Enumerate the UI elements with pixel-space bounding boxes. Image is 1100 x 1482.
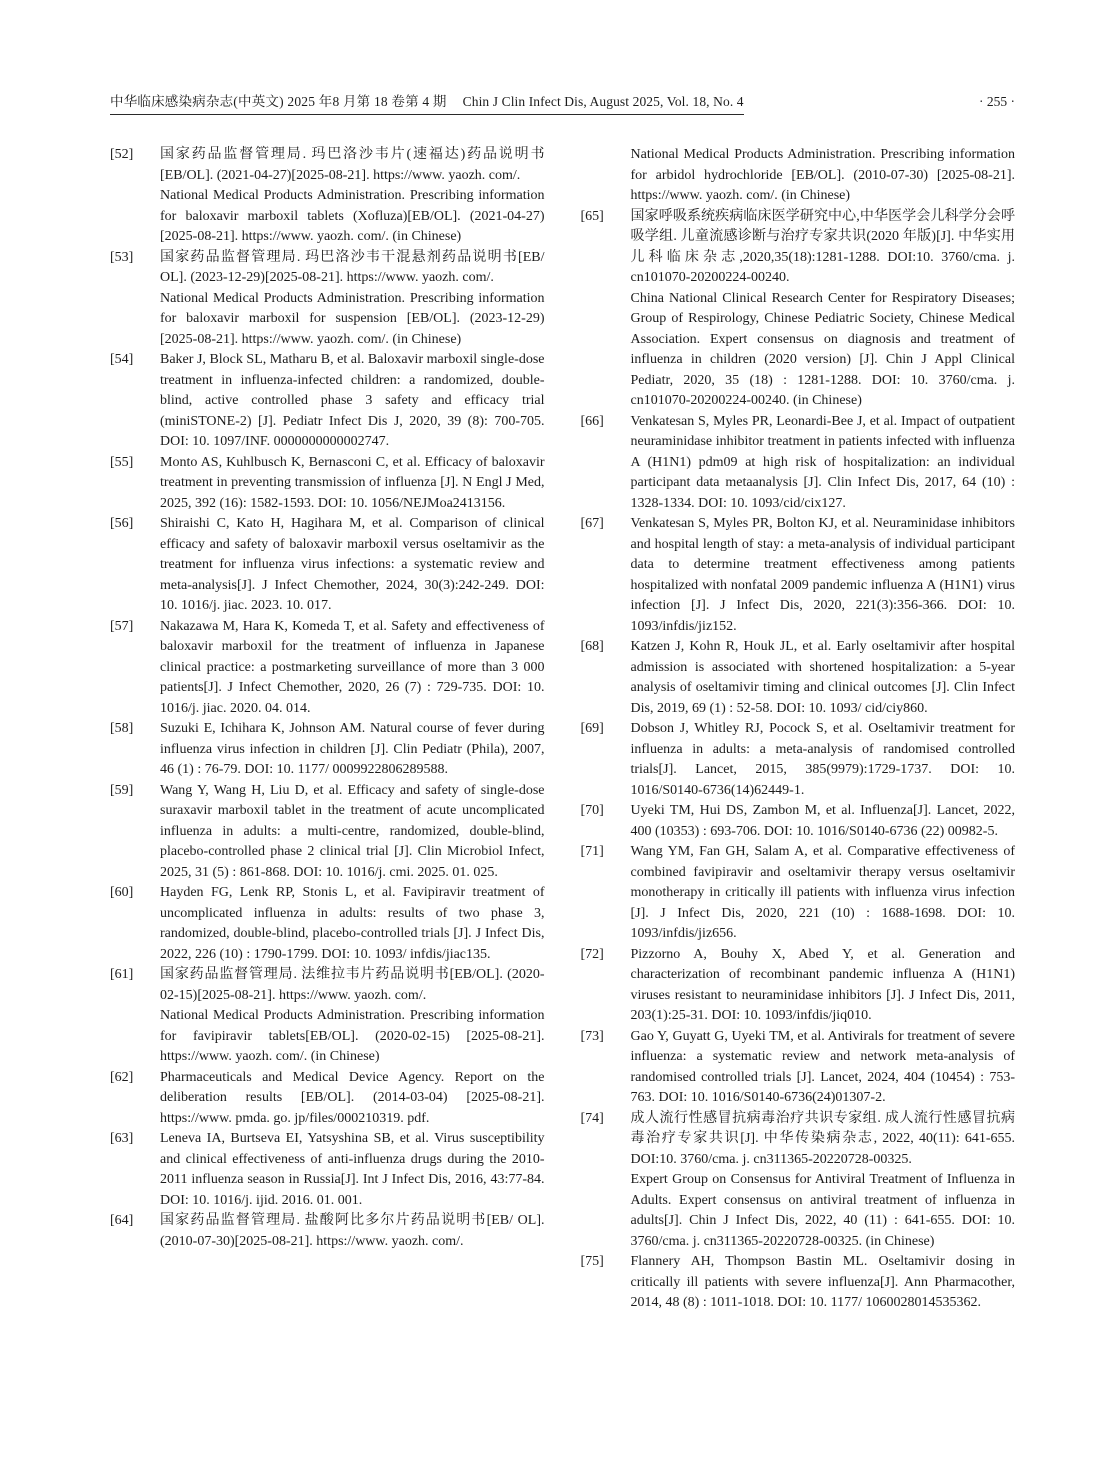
reference-paragraph: Leneva IA, Burtseva EI, Yatsyshina SB, et al. Virus susceptibility and clinical effectiveness of anti-influenza drugs during the 2010-2011 influenza season in Russia[J]. Int J Infect Dis, 2016, 43:77-84. DOI: 10. 1016/j. ijid. 2016. 01. 001. [160,1131,545,1208]
reference-text [160,781,545,884]
reference-entry [110,1068,545,1130]
reference-paragraph: 国家药品监督管理局. 法维拉韦片药品说明书[EB/OL]. (2020-02-15)[2025-08-21]. https://www. yaozh. com/. [160,967,545,1003]
reference-text [631,412,1016,515]
reference-paragraph: National Medical Products Administration. Prescribing information for baloxavir marboxil tablets (Xofluza)[EB/OL]. (2021-04-27)[2025-08-21]. https://www. yaozh. com/. (in Chinese) [160,188,545,244]
references-section [110,145,1015,1314]
reference-number: [72] [580,946,604,962]
reference-entry [581,801,1016,842]
reference-entry [110,883,545,965]
reference-entry [110,248,545,351]
reference-entry [581,207,1016,412]
reference-entry [110,1129,545,1211]
reference-text [631,842,1016,945]
reference-paragraph: Flannery AH, Thompson Bastin ML. Oseltamivir dosing in critically ill patients with severe influenza[J]. Ann Pharmacother, 2014, 48 (8) : 1011-1018. DOI: 10. 1177/ 1060028014535362. [630,1254,1015,1310]
reference-number: [57] [110,618,134,634]
reference-text [631,945,1016,1027]
reference-paragraph: Venkatesan S, Myles PR, Leonardi-Bee J, et al. Impact of outpatient neuraminidase inhibitor treatment in patients infected with influenza A (H1N1) pdm09 at high risk of hospitalization: an individual participant data metaanalysis [J]. Clin Infect Dis, 2017, 64 (10) : 1328-1334. DOI: 10. 1093/cid/cix127. [630,413,1015,511]
reference-entry [581,412,1016,515]
reference-number: [60] [110,885,134,900]
reference-paragraph: Baker J, Block SL, Matharu B, et al. Baloxavir marboxil single-dose treatment in influenza-infected children: a randomized, double-blind, active controlled phase 3 safety and efficacy trial (miniSTONE-2) [J]. Pediatr Infect Dis J, 2020, 39 (8): 700-705. DOI: 10. 1097/INF. 0000000000002747. [160,352,545,449]
reference-text [160,1211,545,1252]
reference-number: [64] [110,1213,134,1228]
reference-text [631,801,1016,842]
reference-entry [110,617,545,720]
reference-paragraph: Venkatesan S, Myles PR, Bolton KJ, et al. Neuraminidase inhibitors and hospital length of stay: a meta-analysis of individual participant data to determine treatment effectiveness among patients hospitalized with nonfatal 2009 pandemic influenza A (H1N1) virus infection [J]. J Infect Dis, 2020, 221(3):356-366. DOI: 10. 1093/infdis/jiz152. [630,516,1015,634]
reference-number: [71] [580,844,604,859]
reference-number: [65] [580,208,604,224]
reference-entry [581,145,1016,207]
reference-number: [74] [580,1110,604,1126]
reference-paragraph: Uyeki TM, Hui DS, Zambon M, et al. Influenza[J]. Lancet, 2022, 400 (10353) : 693-706. DOI: 10. 1016/S0140-6736 (22) 00982-5. [630,803,1015,839]
reference-text [631,514,1016,637]
reference-entry [581,1027,1016,1109]
reference-number: [59] [110,782,134,798]
reference-paragraph: Suzuki E, Ichihara K, Johnson AM. Natural course of fever during influenza virus infection in children [J]. Clin Pediatr (Phila), 2007, 46 (1) : 76-79. DOI: 10. 1177/ 0009922806289588. [160,721,545,777]
reference-paragraph: Wang Y, Wang H, Liu D, et al. Efficacy and safety of single-dose suraxavir marboxil tablet in the treatment of acute uncomplicated influenza in adults: a multi-centre, randomized, double-blind, placebo-controlled phase 2 clinical trial [J]. Clin Microbiol Infect, 2025, 31 (5) : 861-868. DOI: 10. 1016/j. cmi. 2025. 01. 025. [160,782,545,880]
reference-entry [110,350,545,453]
reference-number: [52] [110,147,134,162]
reference-text [160,617,545,720]
reference-paragraph: Gao Y, Guyatt G, Uyeki TM, et al. Antivirals for treatment of severe influenza: a systematic review and network meta-analysis of randomised controlled trials [J]. Lancet, 2024, 404 (10454) : 753-763. DOI: 10. 1016/S0140-6736(24)01307-2. [630,1028,1015,1105]
reference-text [631,1109,1016,1253]
reference-text [160,145,545,248]
reference-paragraph: 国家药品监督管理局. 玛巴洛沙韦片(速福达)药品说明书 [EB/OL]. (2021-04-27)[2025-08-21]. https://www. yaozh. com/. [160,147,545,183]
reference-paragraph: Pharmaceuticals and Medical Device Agency. Report on the deliberation results [EB/OL]. (2014-03-04) [2025-08-21]. https://www. pmda. go. jp/files/000210319. pdf. [160,1069,545,1126]
reference-paragraph: 国家呼吸系统疾病临床医学研究中心,中华医学会儿科学分会呼吸学组. 儿童流感诊断与治疗专家共识(2020 年版)[J]. 中华实用儿科临床杂志,2020,35(18):1281-1288. DOI:10. 3760/cma. j. cn101070-20200224-00240. [630,208,1015,285]
reference-number: [66] [580,413,604,429]
reference-text [160,453,545,515]
reference-entry [581,842,1016,945]
reference-text [631,719,1016,801]
reference-entry [581,1252,1016,1314]
reference-paragraph: Expert Group on Consensus for Antiviral Treatment of Influenza in Adults. Expert consensus on antiviral treatment of influenza in adults[J]. Chin J Infect Dis, 2022, 40 (11) : 641-655. DOI: 10. 3760/cma. j. cn311365-20220728-00325. (in Chinese) [630,1172,1015,1249]
reference-paragraph: China National Clinical Research Center for Respiratory Diseases; Group of Respirology, Chinese Pediatric Society, Chinese Medical Association. Expert consensus on diagnosis and treatment of influenza in children (2020 version) [J]. Chin J Appl Clinical Pediatr, 2020, 35 (18) : 1281-1288. DOI: 10. 3760/cma. j. cn101070-20200224-00240. (in Chinese) [630,290,1015,408]
reference-paragraph: 成人流行性感冒抗病毒治疗共识专家组. 成人流行性感冒抗病毒治疗专家共识[J]. 中华传染病杂志, 2022, 40(11): 641-655. DOI:10. 3760/cma. j. cn311365-20220728-00325. [630,1110,1015,1167]
reference-number: [68] [580,639,604,654]
column-right [581,145,1016,1314]
reference-paragraph: Pizzorno A, Bouhy X, Abed Y, et al. Generation and characterization of recombinant pandemic influenza A (H1N1) viruses resistant to neuraminidase inhibitors [J]. J Infect Dis, 2011, 203(1):25-31. DOI: 10. 1093/infdis/jiq010. [630,946,1015,1023]
reference-text [631,637,1016,719]
reference-paragraph: Wang YM, Fan GH, Salam A, et al. Comparative effectiveness of combined favipiravir and oseltamivir therapy versus oseltamivir monotherapy in critically ill patients with influenza virus infection [J]. J Infect Dis, 2020, 221 (10) : 1688-1698. DOI: 10. 1093/infdis/jiz656. [630,844,1015,941]
reference-text [631,207,1016,412]
reference-paragraph: 国家药品监督管理局. 玛巴洛沙韦干混悬剂药品说明书[EB/ OL]. (2023-12-29)[2025-08-21]. https://www. yaozh. com/. [160,249,545,285]
reference-text [631,1252,1016,1314]
reference-paragraph: National Medical Products Administration. Prescribing information for baloxavir marboxil for suspension [EB/OL]. (2023-12-29) [2025-08-21]. https://www. yaozh. com/. (in Chinese) [160,290,545,347]
journal-title-en: Chin J Clin Infect Dis, August 2025, Vol. 18, No. 4 [462,94,744,109]
reference-entry [110,514,545,617]
running-head [110,90,744,115]
reference-number: [67] [580,516,604,531]
reference-number: [58] [110,721,134,736]
reference-text [160,719,545,781]
reference-paragraph: National Medical Products Administration. Prescribing information for arbidol hydrochloride [EB/OL]. (2010-07-30) [2025-08-21]. https://www. yaozh. com/. (in Chinese) [630,147,1015,203]
reference-text [160,1129,545,1211]
reference-entry [110,145,545,248]
reference-text [631,145,1016,207]
reference-entry [581,637,1016,719]
reference-text [160,965,545,1068]
reference-paragraph: Dobson J, Whitley RJ, Pocock S, et al. Oseltamivir treatment for influenza in adults: a meta-analysis of randomised controlled trials[J]. Lancet, 2015, 385(9979):1729-1737. DOI: 10. 1016/S0140-6736(14)62449-1. [630,721,1015,798]
reference-number: [62] [110,1069,134,1085]
reference-text [160,514,545,617]
reference-number: [75] [580,1254,604,1269]
reference-entry [110,453,545,515]
reference-entry [581,514,1016,637]
reference-paragraph: Shiraishi C, Kato H, Hagihara M, et al. Comparison of clinical efficacy and safety of baloxavir marboxil versus oseltamivir as the treatment for influenza virus infections: a systematic review and meta-analysis[J]. J Infect Chemother, 2024, 30(3):242-249. DOI: 10. 1016/j. jiac. 2023. 10. 017. [160,516,545,613]
reference-number: [70] [580,803,604,818]
reference-number: [55] [110,454,134,470]
reference-text [160,1068,545,1130]
page-number: · 255 · [979,94,1015,109]
reference-number: [54] [110,352,134,367]
reference-entry [581,945,1016,1027]
reference-number: [73] [580,1028,604,1044]
reference-paragraph: National Medical Products Administration. Prescribing information for favipiravir tablets[EB/OL]. (2020-02-15) [2025-08-21]. https://www. yaozh. com/. (in Chinese) [160,1008,545,1064]
reference-entry [110,781,545,884]
page-header [110,90,1015,115]
reference-entry [581,719,1016,801]
reference-text [160,883,545,965]
reference-entry [581,1109,1016,1253]
column-left [110,145,545,1314]
reference-entry [110,1211,545,1252]
reference-paragraph: Monto AS, Kuhlbusch K, Bernasconi C, et al. Efficacy of baloxavir treatment in preventing transmission of influenza [J]. N Engl J Med, 2025, 392 (16): 1582-1593. DOI: 10. 1056/NEJMoa2413156. [160,454,545,511]
reference-entry [110,965,545,1068]
reference-paragraph: Nakazawa M, Hara K, Komeda T, et al. Safety and effectiveness of baloxavir marboxil for the treatment of influenza in Japanese clinical practice: a postmarketing surveillance of more than 3 000 patients[J]. J Infect Chemother, 2020, 26 (7) : 729-735. DOI: 10. 1016/j. jiac. 2020. 04. 014. [160,618,545,716]
reference-number: [61] [110,967,134,982]
journal-title-zh: 中华临床感染病杂志(中英文) 2025 年8 月第 18 卷第 4 期 [110,94,447,109]
reference-number: [53] [110,249,134,265]
reference-paragraph: 国家药品监督管理局. 盐酸阿比多尔片药品说明书[EB/ OL]. (2010-07-30)[2025-08-21]. https://www. yaozh. com/. [160,1213,545,1249]
reference-text [160,248,545,351]
reference-text [160,350,545,453]
reference-paragraph: Hayden FG, Lenk RP, Stonis L, et al. Favipiravir treatment of uncomplicated influenza in adults: results of two phase 3, randomized, double-blind, placebo-controlled trials [J]. J Infect Dis, 2022, 226 (10) : 1790-1799. DOI: 10. 1093/ infdis/jiac135. [160,885,545,962]
reference-entry [110,719,545,781]
reference-number: [69] [580,721,604,736]
reference-number: [63] [110,1131,134,1146]
reference-paragraph: Katzen J, Kohn R, Houk JL, et al. Early oseltamivir after hospital admission is associated with shortened hospitalization: a 5-year analysis of oseltamivir timing and clinical outcomes [J]. Clin Infect Dis, 2019, 69 (1) : 52-58. DOI: 10. 1093/ cid/ciy860. [630,639,1015,716]
reference-number: [56] [110,516,134,531]
reference-text [631,1027,1016,1109]
